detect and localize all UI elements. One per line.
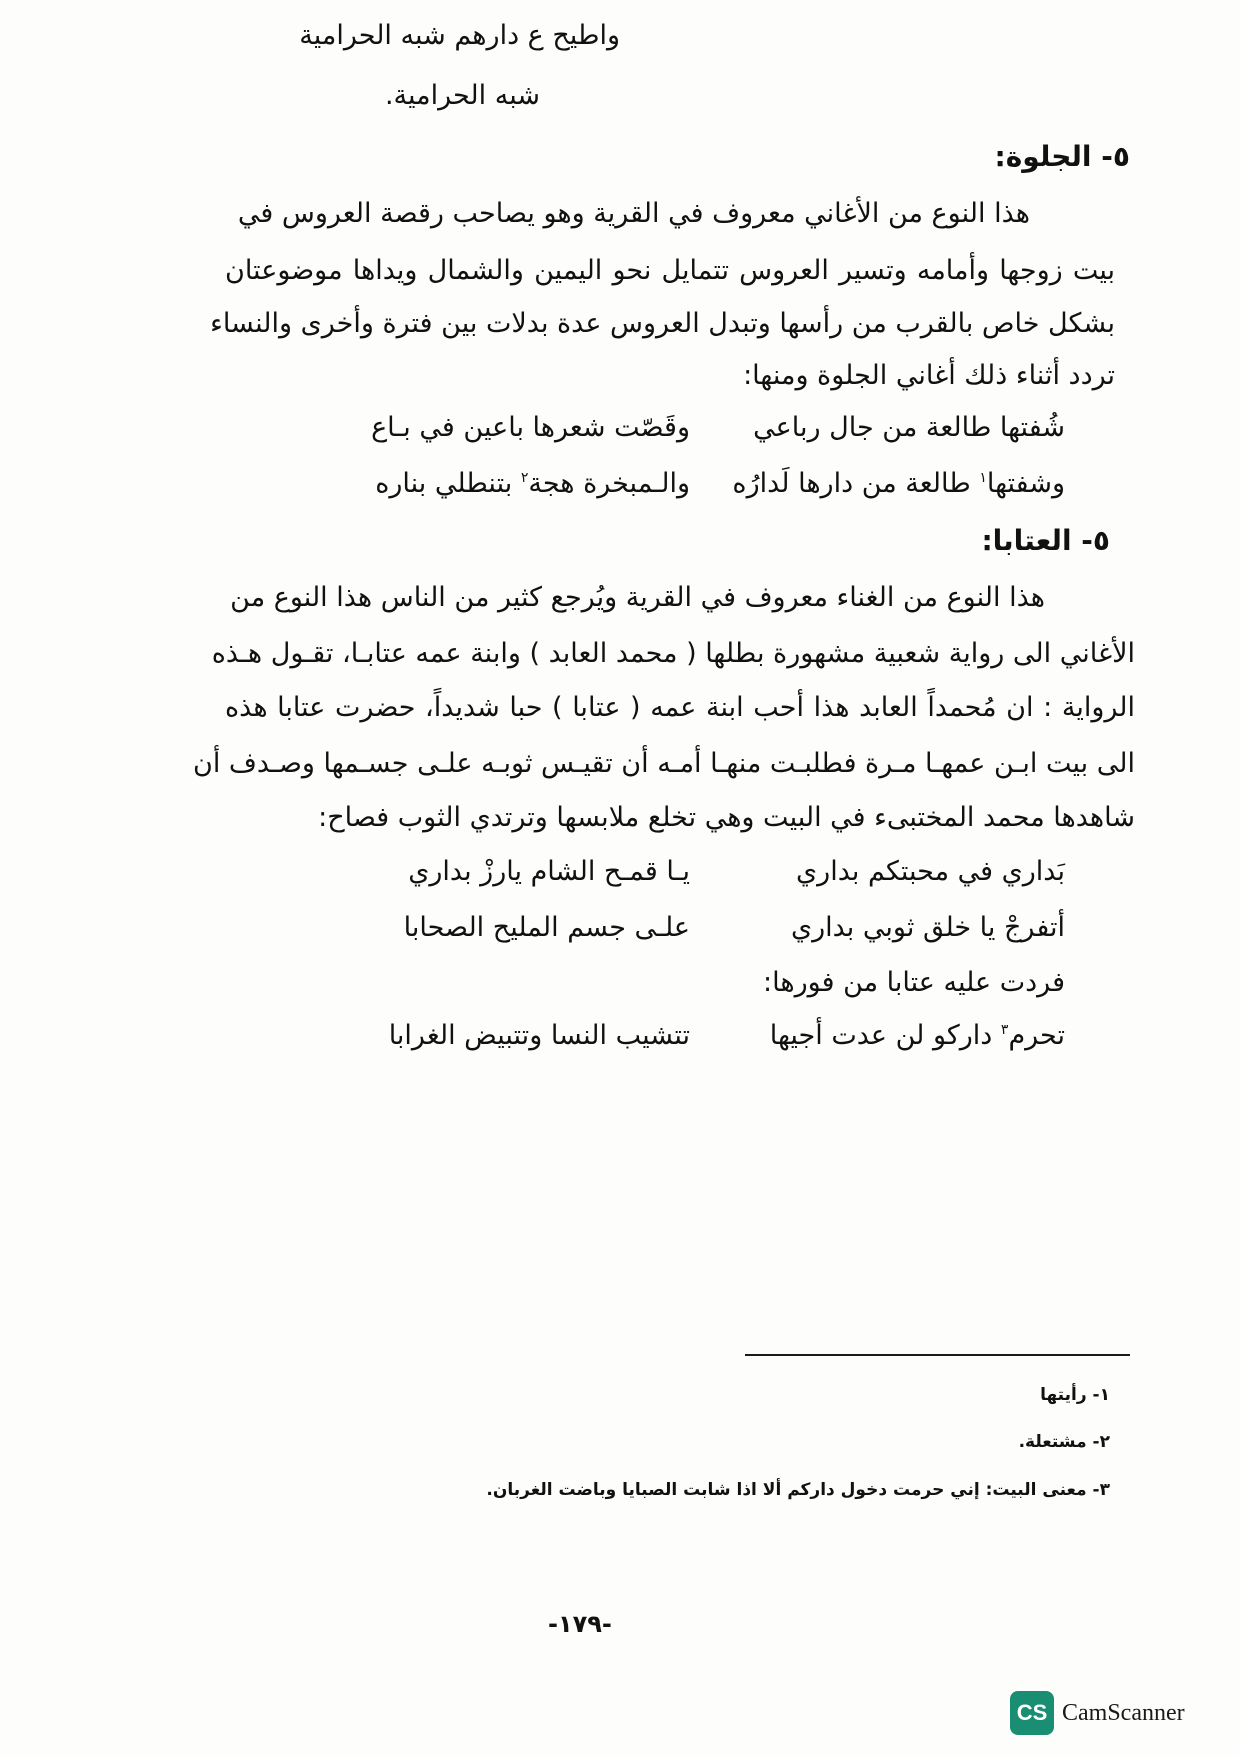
section-heading-ataba: ٥- العتابا: <box>981 524 1110 557</box>
paragraph-line: الى بيت ابـن عمهـا مـرة فطلبـت منهـا أمـه أن تقيـس ثوبـه علـى جسـمها وصـدف أن <box>192 748 1135 779</box>
poem-couplet <box>285 468 1065 508</box>
footnote-marker: ١ <box>979 470 987 486</box>
top-verse-line-1: واطيح ع دارهم شبه الحرامية <box>299 20 620 51</box>
top-verse-line-2: شبه الحرامية. <box>384 80 540 111</box>
paragraph-line: هذا النوع من الأغاني معروف في القرية وهو يصاحب رقصة العروس في <box>237 198 1030 229</box>
poem-couplet <box>285 856 1065 896</box>
section-heading-jalwa: ٥- الجلوة: <box>994 140 1130 173</box>
poem-hemistich: شُفتها طالعة من جال رباعي <box>753 412 1065 443</box>
reply-line: فردت عليه عتابا من فورها: <box>763 967 1065 998</box>
camscanner-brand: CamScanner <box>1062 1699 1185 1726</box>
camscanner-logo-icon: CS <box>1010 1691 1054 1735</box>
footnote-marker: ٣ <box>1000 1022 1009 1038</box>
footnote: ٢- مشتعلة. <box>1018 1432 1110 1452</box>
poem-hemistich: أتفرجْ يا خلق ثوبي بداري <box>790 912 1065 943</box>
footnote: ١- رأيتها <box>1040 1385 1110 1405</box>
footnote-divider <box>745 1354 1130 1356</box>
camscanner-watermark <box>1010 1690 1185 1736</box>
paragraph-line: بشكل خاص بالقرب من رأسها وتبدل العروس عدة بدلات بين فترة وأخرى والنساء <box>210 308 1115 339</box>
poem-hemistich: والـمبخرة هجة$^٢$ بتنطلي بناره <box>375 468 690 499</box>
poem-couplet <box>285 1020 1065 1060</box>
page-number: -١٧٩- <box>548 1610 612 1638</box>
paragraph-line: شاهدها محمد المختبىء في البيت وهي تخلع ملابسها وترتدي الثوب فصاح: <box>318 802 1135 833</box>
paragraph-line: الأغاني الى رواية شعبية مشهورة بطلها ( محمد العابد ) وابنة عمه عتابـا، تقـول هـذه <box>211 638 1135 669</box>
poem-hemistich: تحرم$^٣$ داركو لن عدت أجيها <box>769 1020 1065 1051</box>
poem-hemistich: وقَصّت شعرها باعين في بـاع <box>371 412 690 443</box>
paragraph-line: تردد أثناء ذلك أغاني الجلوة ومنها: <box>743 360 1115 391</box>
footnote-marker: ٢ <box>520 470 529 486</box>
poem-hemistich: علـى جسم المليح الصحابا <box>403 912 690 943</box>
poem-couplet <box>285 412 1065 452</box>
poem-hemistich: يـا قمـح الشام يارزْ بداري <box>408 856 690 887</box>
poem-couplet <box>285 912 1065 952</box>
paragraph-line: الرواية : ان مُحمداً العابد هذا أحب ابنة عمه ( عتابا ) حبا شديداً، حضرت عتابا هذه <box>225 692 1135 723</box>
footnote: ٣- معنى البيت: إني حرمت دخول داركم ألا اذا شابت الصبايا وباضت الغربان. <box>486 1480 1110 1500</box>
poem-hemistich: تتشيب النسا وتتبيض الغرابا <box>388 1020 690 1051</box>
poem-hemistich: وشفتها$^١$ طالعة من دارها لَدارُه <box>732 468 1065 499</box>
paragraph-line: بيت زوجها وأمامه وتسير العروس تتمايل نحو اليمين والشمال ويداها موضوعتان <box>225 255 1115 286</box>
paragraph-line: هذا النوع من الغناء معروف في القرية ويُرجع كثير من الناس هذا النوع من <box>230 582 1045 613</box>
poem-hemistich: بَداري في محبتكم بداري <box>796 856 1065 887</box>
